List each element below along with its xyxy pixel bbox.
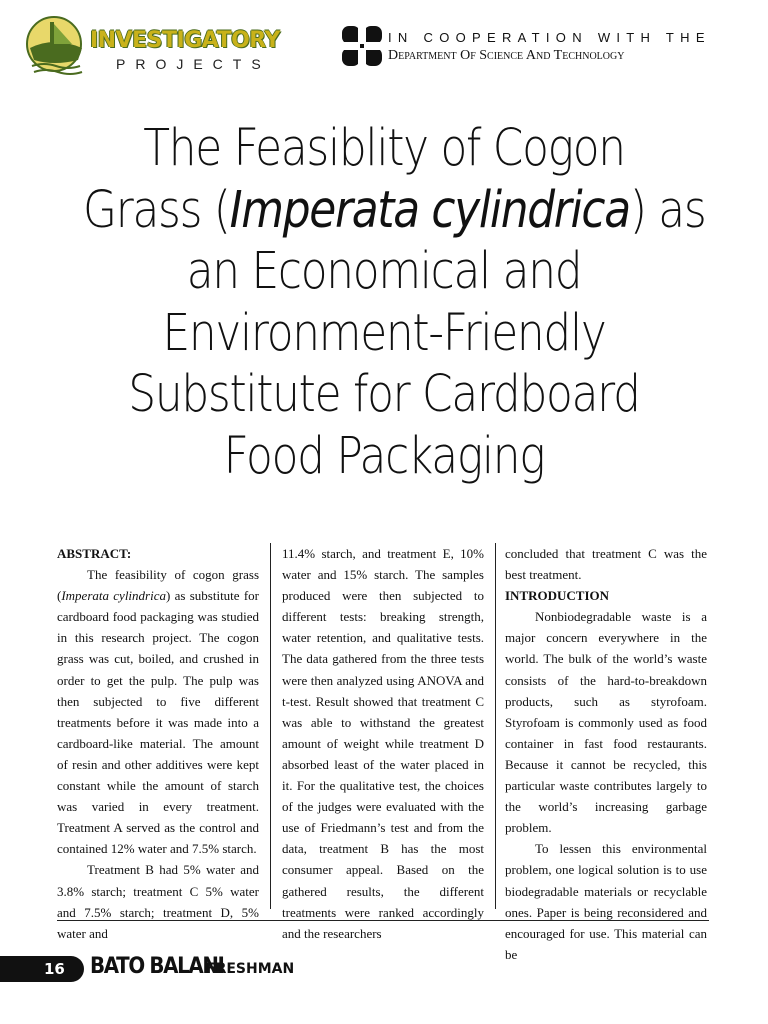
magazine-name: BATO BALANI: [90, 954, 224, 979]
title-text: ) as: [629, 180, 706, 240]
department-name: Department Of Science And Technology: [388, 48, 625, 63]
abstract-heading: ABSTRACT:: [57, 546, 132, 561]
title-species-name: Imperata cylindrica: [229, 180, 630, 240]
cooperation-banner: [340, 24, 760, 74]
abstract-paragraph: 11.4% starch, and treatment E, 10% water and 15% starch. The samples produced were then subjected to different tests: breaking strength, water retention, and qualitative tests. The data gathered from the three tests were then analyzed using ANOVA and t-test. Result showed that treatment C was able to withstand the greatest amount of weight while treatment D absorbed least of the water placed in it. For the qualitative test, the choices of the judges were evaluated with the use of Friedmann’s test and from the data, treatment B has the most consumer appeal. Based on the gathered results, the different treatments were ranked accordingly and the researchers: [282, 546, 484, 941]
page-number-tab: [0, 956, 84, 982]
title-line: The Feasiblity of Cogon: [143, 119, 625, 178]
ship-and-sun-logo-icon: [24, 14, 88, 78]
column-1: [57, 543, 259, 944]
page-number: 16: [44, 960, 65, 978]
species-name: Imperata cylindrica: [61, 588, 166, 604]
column-3: [505, 543, 707, 965]
cooperation-text: IN COOPERATION WITH THE: [388, 30, 711, 45]
column-divider: [270, 543, 271, 909]
title-text: Grass (: [83, 180, 230, 240]
investigatory-projects-logo: [24, 14, 280, 84]
column-2: [282, 543, 484, 944]
text-run: ) as substitute for cardboard food packaging was studied in this research project. The cogon grass was cut, boiled, and crushed in order to get the pulp. The pulp was then subjected to five different treatments before it was made into a cardboard-like material. The amount of resin and other additives were kept constant while the amount of starch was varied in every treatment. Treatment A served as the control and contained 12% water and 7.5% starch.: [57, 588, 259, 857]
title-line: Food Packaging: [223, 426, 545, 486]
text-run: The feasibility of cogon grass (: [57, 567, 259, 604]
abstract-paragraph: [57, 564, 259, 859]
logo-subtitle: PROJECTS: [116, 56, 271, 72]
footer-rule: [57, 920, 709, 921]
abstract-paragraph: Treatment B had 5% water and 3.8% starch; treatment C 5% water and 7.5% starch; treatment D, 5% water and: [57, 862, 259, 941]
logo-title: INVESTIGATORY: [90, 28, 280, 53]
dost-logo-icon: [340, 24, 384, 68]
introduction-paragraph: Nonbiodegradable waste is a major concern everywhere in the world. The bulk of the world’s waste consists of the hard-to-breakdown products, such as styrofoam. Styrofoam is commonly used as food container in fast food restaurants. Because it cannot be recycled, this particular waste contributes largely to the world’s increasing garbage problem.: [505, 609, 707, 836]
page-footer: [0, 950, 420, 990]
article-title: [83, 118, 706, 487]
title-line: Environment-Friendly: [162, 303, 606, 363]
title-line: an Economical and: [186, 242, 582, 301]
abstract-paragraph: concluded that treatment C was the best treatment.: [505, 546, 707, 583]
title-line: Substitute for Cardboard: [128, 365, 640, 424]
introduction-heading: INTRODUCTION: [505, 588, 610, 604]
title-line: [83, 180, 706, 242]
section-name: FRESHMAN: [206, 961, 295, 977]
introduction-paragraph: To lessen this environmental problem, one logical solution is to use biodegradable materials or recyclable ones. Paper is being reconsidered and encouraged for use. This material can be: [505, 841, 707, 962]
column-divider: [495, 543, 496, 909]
